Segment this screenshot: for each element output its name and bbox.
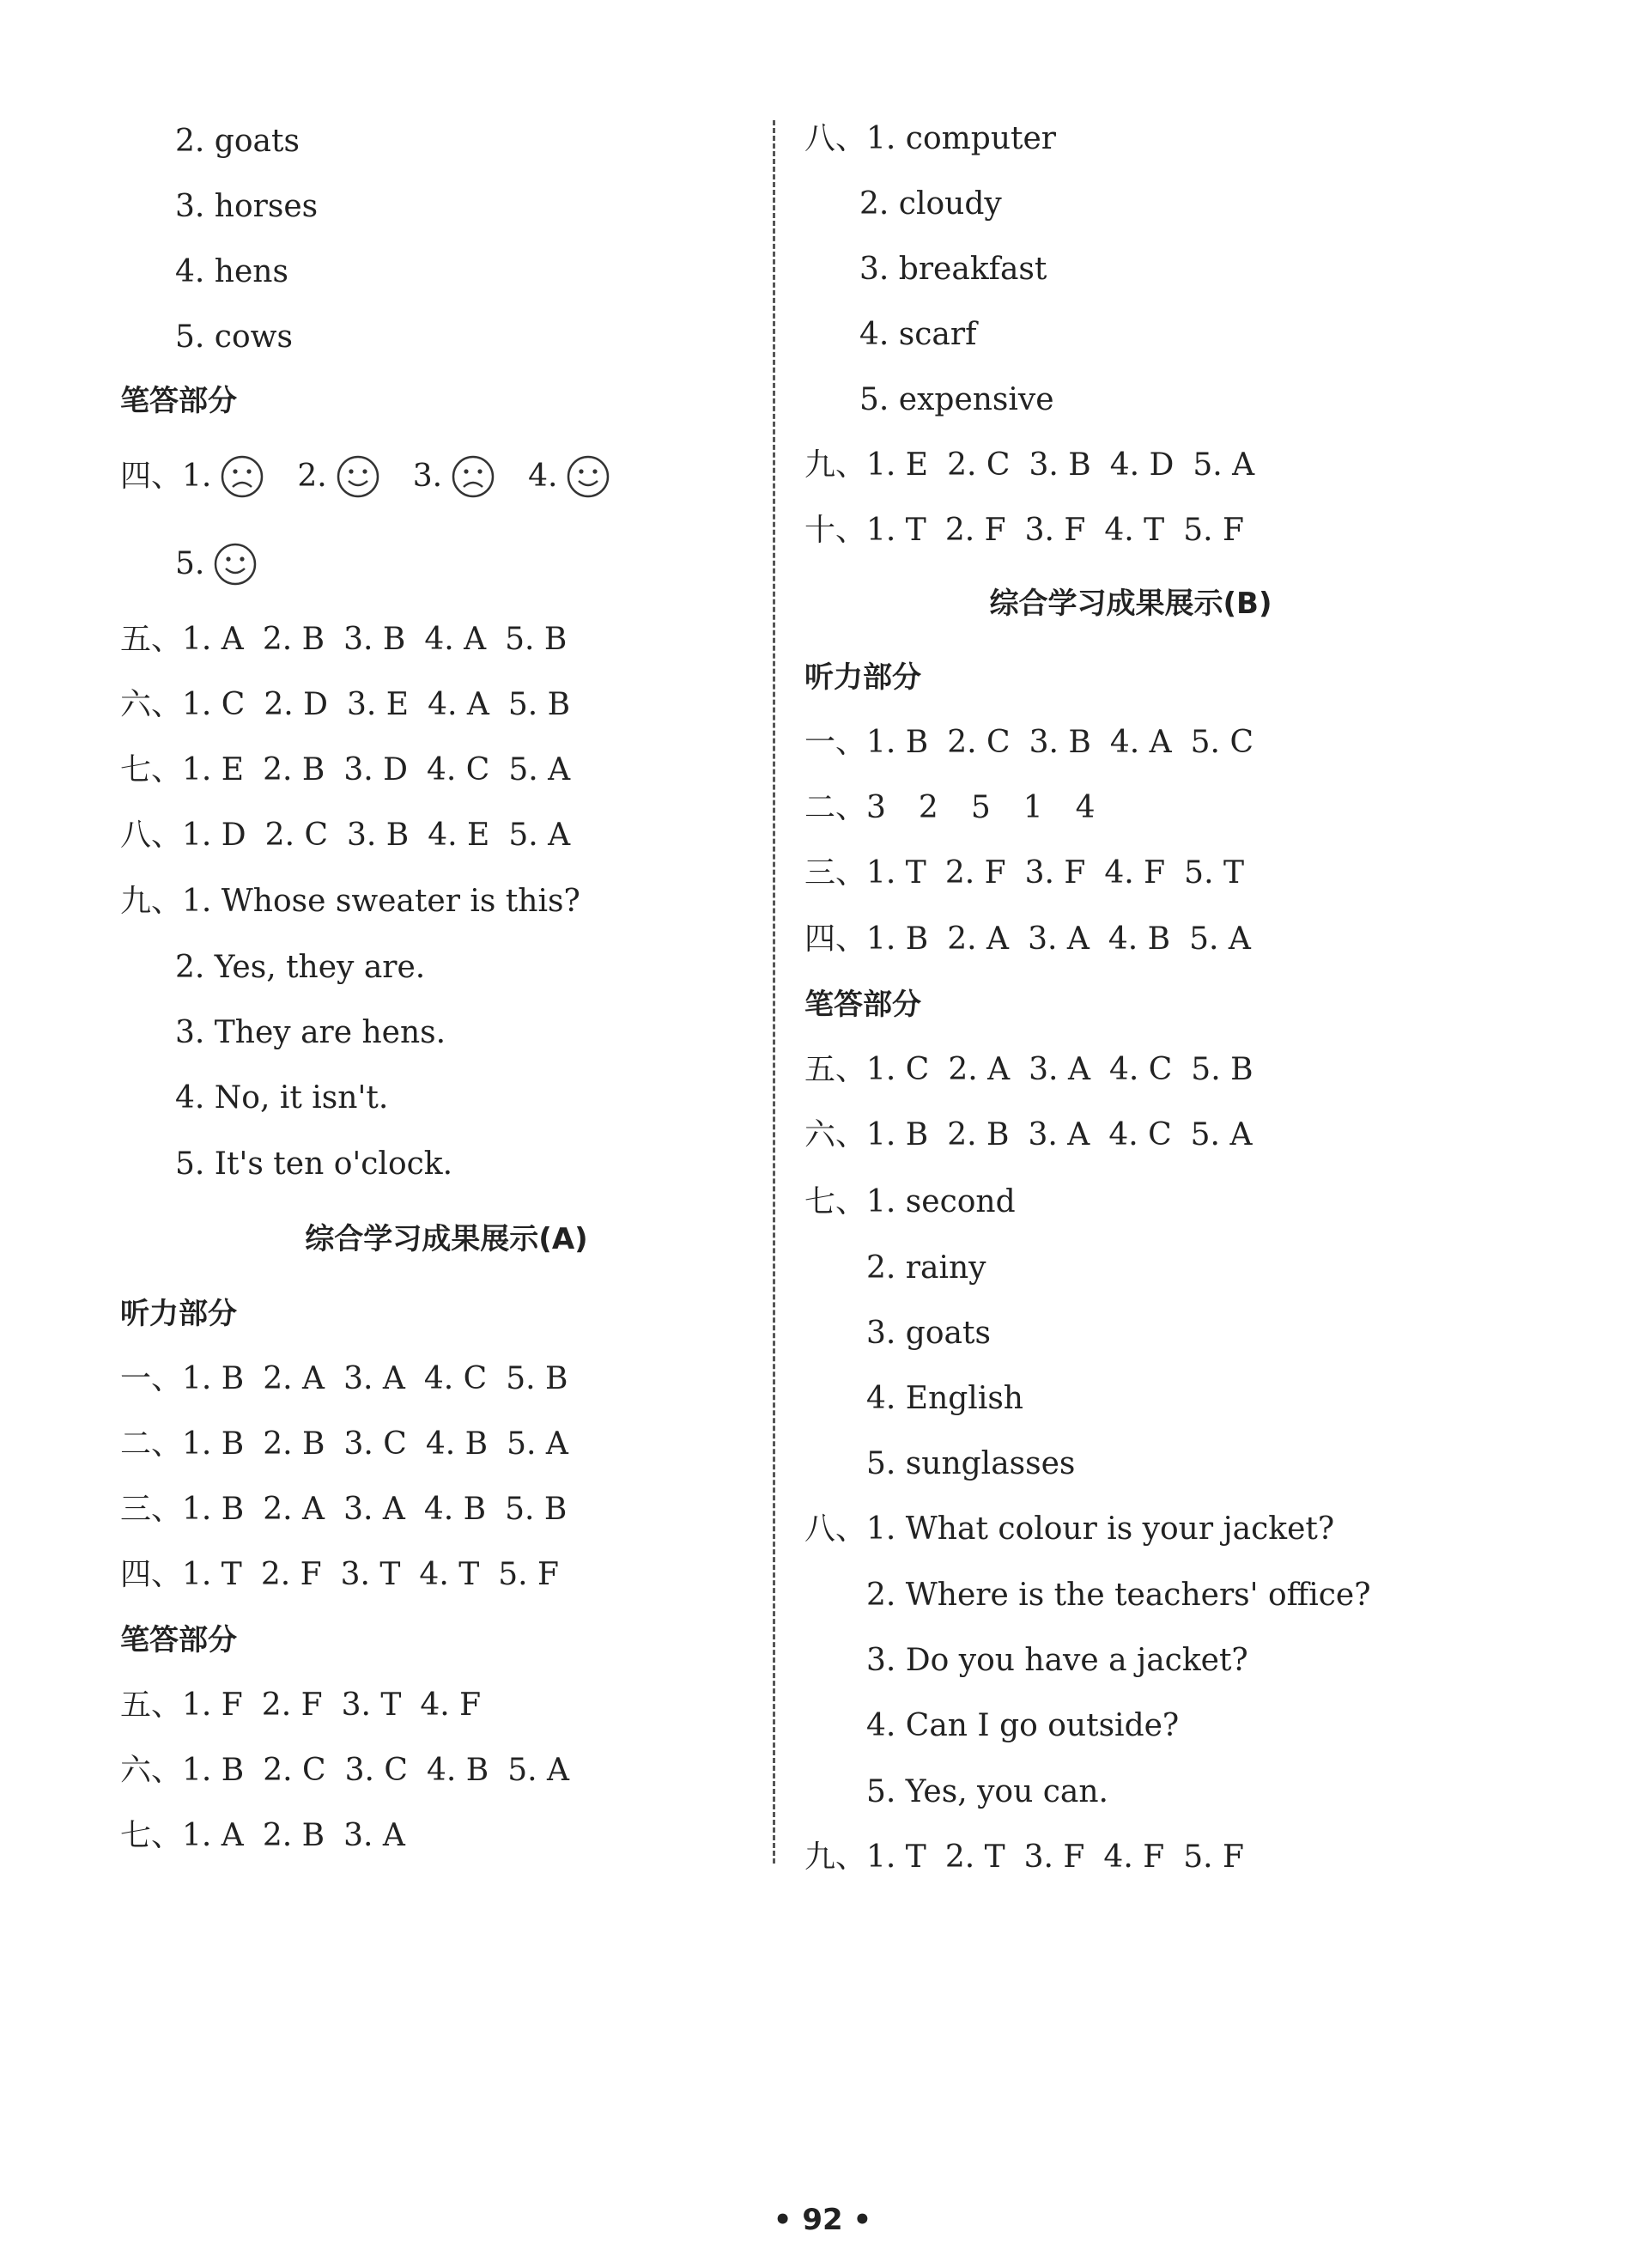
answer-item: 1. D <box>182 818 246 853</box>
answer-item: 5. C <box>1190 725 1253 760</box>
question-ten <box>804 505 1244 556</box>
answer-item: 2. F <box>944 513 1006 548</box>
answer-item: 2. B <box>263 1426 325 1462</box>
question-label: 五、 <box>120 622 183 657</box>
answer-item: 2. A <box>948 1052 1011 1087</box>
smiley-face-icon <box>336 454 380 499</box>
answer-item: 2. B <box>263 752 325 787</box>
answer-item: 1. T <box>182 1557 242 1592</box>
answer-item: 4. T <box>1104 513 1165 548</box>
part-one <box>804 717 1253 769</box>
answer-item: 1. T <box>866 855 926 891</box>
smiley-face-icon <box>213 542 258 587</box>
answer-item: 5. A <box>1193 447 1255 483</box>
answer-item: 4. A <box>1109 725 1172 760</box>
answer-item: 2. F <box>260 1557 322 1592</box>
part-five <box>804 1044 1253 1096</box>
answer-item: 2. A <box>947 921 1010 957</box>
answer-item: 3. B <box>347 818 410 853</box>
part-four <box>120 1549 559 1601</box>
question-label: 六、 <box>804 1117 867 1152</box>
answer-item: 3. B <box>343 622 406 657</box>
answer-line: 1. second <box>866 1184 1016 1219</box>
answer-item: 4. F <box>1103 1839 1165 1875</box>
answer-item: 4. A <box>424 622 487 657</box>
answer-item: 2. B <box>262 1818 325 1853</box>
question-label: 一、 <box>804 725 867 760</box>
answer-item: 5. A <box>507 1426 568 1462</box>
answer-item: 3. B <box>1029 447 1091 483</box>
answer-item: 5. A <box>1190 1117 1253 1152</box>
answer-item: 4. A <box>428 687 489 722</box>
item-number: 5. <box>175 546 205 581</box>
question-label: 三、 <box>804 855 867 891</box>
answer-item: 1. C <box>182 687 246 722</box>
answer-item: 2. B <box>262 622 325 657</box>
section-label-written: 笔答部分 <box>120 384 237 418</box>
column-divider <box>773 120 775 1864</box>
answer-line: 3. They are hens. <box>175 1015 446 1050</box>
answer-item: 2. F <box>261 1687 323 1723</box>
answer-line: 5. cows <box>175 319 293 355</box>
section-label-written: 笔答部分 <box>804 988 921 1022</box>
answer-item: 3. A <box>343 1361 405 1396</box>
answer-item: 2. C <box>947 447 1011 483</box>
sad-face-icon <box>451 454 495 499</box>
question-nine <box>804 440 1254 491</box>
question-label: 四、 <box>120 459 183 494</box>
answer-item: 4. C <box>1108 1052 1173 1087</box>
answer-item: 3. B <box>1029 725 1091 760</box>
answer-item: 2. A <box>263 1361 325 1396</box>
answer-line: 2. rainy <box>866 1250 986 1286</box>
answer-item: 1. E <box>182 752 245 787</box>
answer-item: 1. B <box>866 921 929 957</box>
answer-line: 4. Can I go outside? <box>866 1708 1180 1743</box>
answer-item: 4. B <box>1108 921 1171 957</box>
answer-item: 4 <box>1075 790 1096 825</box>
answer-item: 1. B <box>182 1492 245 1527</box>
question-label: 二、 <box>120 1426 183 1462</box>
answer-item: 4. B <box>426 1753 489 1788</box>
question-label: 五、 <box>804 1052 867 1087</box>
question-label: 九、 <box>120 884 183 919</box>
answer-item: 5. B <box>507 687 571 722</box>
question-four-faces <box>120 451 643 502</box>
part-two <box>120 1419 568 1470</box>
question-label: 八、 <box>120 818 183 853</box>
question-label: 七、 <box>120 752 183 787</box>
answer-line: 5. expensive <box>859 382 1054 417</box>
answer-item: 1. A <box>182 1818 244 1853</box>
answer-item: 5. F <box>498 1557 560 1592</box>
answer-item: 1. B <box>866 725 929 760</box>
answer-line: 3. breakfast <box>859 252 1047 287</box>
smiley-face-icon <box>566 454 610 499</box>
answer-item: 3. F <box>1024 855 1086 891</box>
answer-item: 2. D <box>264 687 329 722</box>
answer-line: 2. Yes, they are. <box>175 950 426 985</box>
item-number: 4. <box>528 459 558 494</box>
answer-item: 5. B <box>505 622 568 657</box>
answer-item: 4. E <box>428 818 490 853</box>
question-label: 十、 <box>804 513 867 548</box>
answer-item: 2. T <box>944 1839 1005 1875</box>
answer-item: 3. T <box>341 1687 402 1723</box>
answer-item: 3. F <box>1024 513 1086 548</box>
part-one <box>120 1353 568 1405</box>
answer-item: 2. B <box>947 1117 1010 1152</box>
question-label: 四、 <box>804 921 867 957</box>
part-nine <box>804 1832 1244 1883</box>
question-label: 五、 <box>120 1687 183 1723</box>
answer-item: 5. A <box>507 1753 569 1788</box>
item-number: 1. <box>182 459 212 494</box>
part-two <box>804 782 1096 834</box>
answer-item: 1. A <box>182 622 244 657</box>
answer-line: 4. hens <box>175 254 288 289</box>
question-eight <box>804 113 1056 165</box>
answer-item: 3. A <box>343 1818 405 1853</box>
question-label: 三、 <box>120 1492 183 1527</box>
answer-item: 1. B <box>182 1753 245 1788</box>
answer-item: 5. A <box>1189 921 1251 957</box>
answer-item: 1. T <box>866 513 926 548</box>
question-label: 七、 <box>804 1184 867 1219</box>
question-label: 二、 <box>804 790 867 825</box>
answer-item: 1. E <box>866 447 929 483</box>
answer-item: 3 <box>866 790 886 825</box>
answer-item: 4. C <box>423 1361 488 1396</box>
answer-item: 5. A <box>508 752 571 787</box>
section-heading-a: 综合学习成果展示(A) <box>305 1222 588 1256</box>
item-number: 2. <box>297 459 327 494</box>
answer-item: 1. T <box>866 1839 926 1875</box>
answer-line: 5. It's ten o'clock. <box>175 1146 453 1182</box>
answer-item: 2. C <box>264 818 329 853</box>
answer-item: 3. A <box>1029 1052 1090 1087</box>
question-label: 九、 <box>804 447 867 483</box>
question-label: 六、 <box>120 687 183 722</box>
answer-item: 1. B <box>182 1361 245 1396</box>
answer-line: 2. cloudy <box>859 186 1002 222</box>
part-six <box>804 1110 1252 1161</box>
answer-item: 5 <box>970 790 991 825</box>
item-number: 3. <box>412 459 443 494</box>
answer-item: 2. C <box>947 725 1011 760</box>
question-label: 八、 <box>804 121 867 156</box>
answer-item: 3. C <box>344 1753 408 1788</box>
answer-item: 3. A <box>1028 921 1090 957</box>
question-four-item-five <box>120 538 290 590</box>
part-three <box>804 848 1244 899</box>
answer-item: 3. C <box>343 1426 407 1462</box>
section-label-listening: 听力部分 <box>804 660 921 695</box>
answer-item: 5. B <box>506 1361 568 1396</box>
answer-line: 3. horses <box>175 189 319 224</box>
answer-item: 5. A <box>508 818 571 853</box>
part-three <box>120 1484 567 1535</box>
section-label-written: 笔答部分 <box>120 1623 237 1657</box>
answer-line: 3. Do you have a jacket? <box>866 1643 1248 1678</box>
answer-item: 2. F <box>944 855 1006 891</box>
question-label: 七、 <box>120 1818 183 1853</box>
question-label: 一、 <box>120 1361 183 1396</box>
answer-line: 5. Yes, you can. <box>866 1774 1108 1809</box>
answer-item: 4. F <box>420 1687 482 1723</box>
answer-item: 4. F <box>1104 855 1166 891</box>
answer-item: 1. B <box>866 1117 929 1152</box>
answer-line: 2. goats <box>175 124 300 159</box>
answer-item: 1. F <box>182 1687 243 1723</box>
answer-item: 3. A <box>1028 1117 1090 1152</box>
sad-face-icon <box>220 454 264 499</box>
answer-line: 4. English <box>866 1381 1023 1416</box>
answer-line: 3. goats <box>866 1316 991 1351</box>
page-number: • 92 • <box>773 2203 872 2237</box>
question-nine <box>120 876 580 927</box>
answer-item: 4. T <box>419 1557 480 1592</box>
question-label: 九、 <box>804 1839 867 1875</box>
question-label: 四、 <box>120 1557 183 1592</box>
answer-line: 5. sunglasses <box>866 1446 1076 1481</box>
answer-item: 5. B <box>1191 1052 1253 1087</box>
answer-line: 1. computer <box>866 121 1056 156</box>
answer-item: 3. E <box>347 687 410 722</box>
answer-item: 1. B <box>182 1426 245 1462</box>
answer-item: 3. T <box>340 1557 401 1592</box>
answer-item: 5. B <box>505 1492 568 1527</box>
question-six <box>120 679 570 731</box>
section-label-listening: 听力部分 <box>120 1297 237 1331</box>
answer-item: 5. F <box>1183 513 1244 548</box>
answer-item: 3. F <box>1023 1839 1085 1875</box>
answer-item: 5. F <box>1183 1839 1244 1875</box>
part-six <box>120 1745 569 1797</box>
answer-item: 4. D <box>1109 447 1175 483</box>
question-seven <box>120 745 570 796</box>
answer-item: 4. C <box>427 752 490 787</box>
answer-item: 4. B <box>425 1426 489 1462</box>
answer-item: 3. D <box>343 752 408 787</box>
answer-item: 1. C <box>866 1052 930 1087</box>
answer-line: 1. Whose sweater is this? <box>182 884 580 919</box>
answer-item: 3. A <box>343 1492 405 1527</box>
answer-line: 1. What colour is your jacket? <box>866 1511 1335 1547</box>
part-four <box>804 914 1251 965</box>
part-five <box>120 1680 481 1731</box>
answer-item: 4. C <box>1108 1117 1172 1152</box>
section-heading-b: 综合学习成果展示(B) <box>989 587 1272 621</box>
answer-line: 4. scarf <box>859 317 977 352</box>
answer-item: 2. A <box>263 1492 325 1527</box>
question-eight <box>120 810 570 861</box>
part-eight <box>804 1504 1334 1555</box>
question-five <box>120 614 567 666</box>
question-label: 六、 <box>120 1753 183 1788</box>
answer-item: 2 <box>918 790 938 825</box>
answer-line: 4. No, it isn't. <box>175 1080 389 1116</box>
answer-item: 5. T <box>1184 855 1244 891</box>
part-seven <box>804 1177 1016 1228</box>
answer-item: 4. B <box>423 1492 487 1527</box>
question-label: 八、 <box>804 1511 867 1547</box>
answer-item: 1 <box>1023 790 1043 825</box>
answer-item: 2. C <box>263 1753 326 1788</box>
answer-line: 2. Where is the teachers' office? <box>866 1578 1371 1613</box>
part-seven <box>120 1810 405 1862</box>
